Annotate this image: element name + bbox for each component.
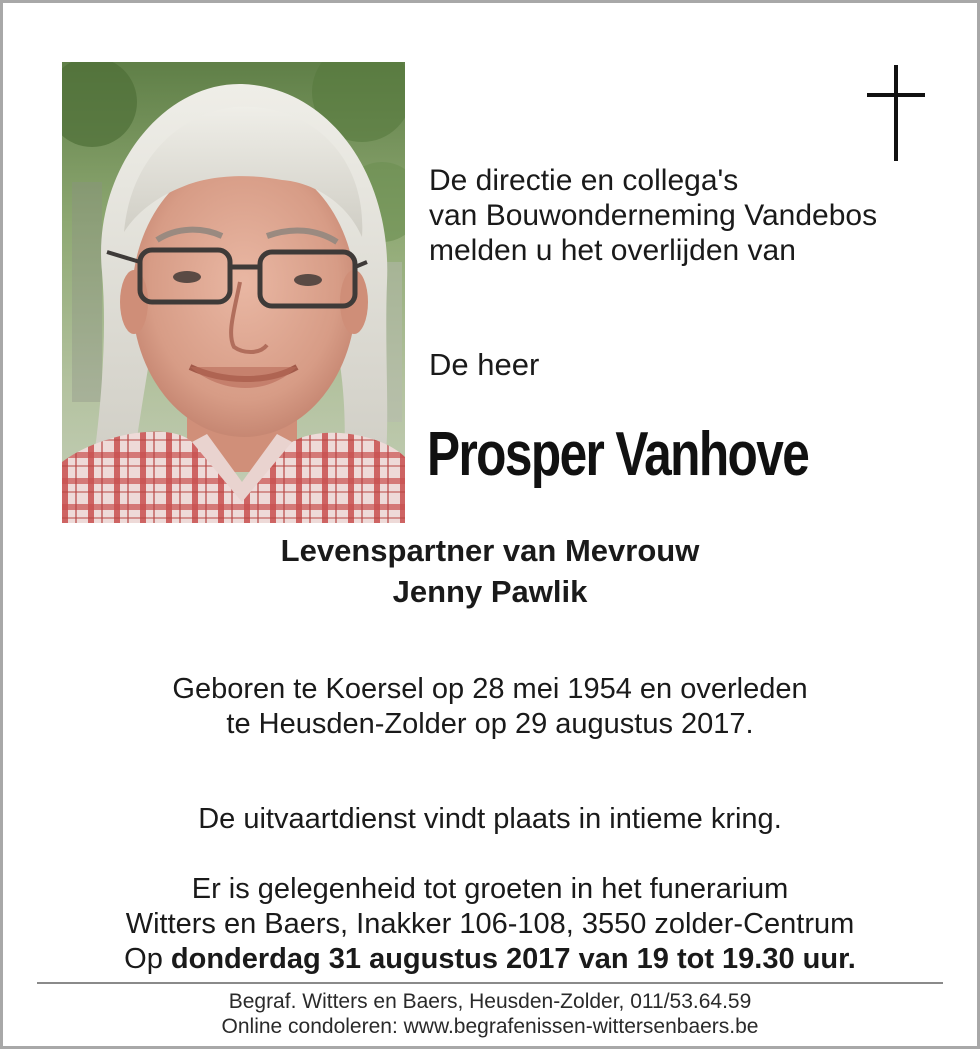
cross-icon	[867, 65, 925, 161]
birth-death-block	[3, 672, 977, 742]
portrait-photo	[62, 62, 405, 523]
partner-name: Jenny Pawlik	[392, 574, 588, 609]
footer	[3, 989, 977, 1039]
announcement-intro	[429, 163, 949, 268]
visitation-address: Witters en Baers, Inakker 106-108, 3550 zolder-Centrum	[125, 908, 855, 940]
visitation-time	[3, 942, 977, 977]
deceased-name: Prosper Vanhove	[427, 420, 809, 489]
partner-line: Levenspartner van Mevrouw	[280, 533, 700, 568]
visitation-block	[3, 872, 977, 977]
visitation-time-prefix: Op	[124, 943, 163, 975]
visitation-time-bold: donderdag 31 augustus 2017 van 19 tot 19.30 uur.	[170, 943, 856, 975]
visitation-line: Er is gelegenheid tot groeten in het funerarium	[191, 873, 789, 905]
birth-death-line: Geboren te Koersel op 28 mei 1954 en overleden	[172, 673, 808, 705]
funeral-service-note: De uitvaartdienst vindt plaats in intieme kring.	[198, 803, 782, 835]
footer-divider	[37, 982, 943, 984]
birth-death-line: te Heusden-Zolder op 29 augustus 2017.	[226, 708, 754, 740]
intro-line: De directie en collega's	[429, 164, 739, 197]
intro-line: van Bouwonderneming Vandebos	[429, 199, 878, 232]
honorific: De heer	[429, 347, 540, 382]
online-condolences-link[interactable]: Online condoleren: www.begrafenissen-wittersenbaers.be	[221, 1015, 759, 1038]
intro-line: melden u het overlijden van	[429, 234, 796, 267]
funeral-home-contact: Begraf. Witters en Baers, Heusden-Zolder, 011/53.64.59	[228, 990, 752, 1013]
partner-block	[3, 530, 977, 612]
